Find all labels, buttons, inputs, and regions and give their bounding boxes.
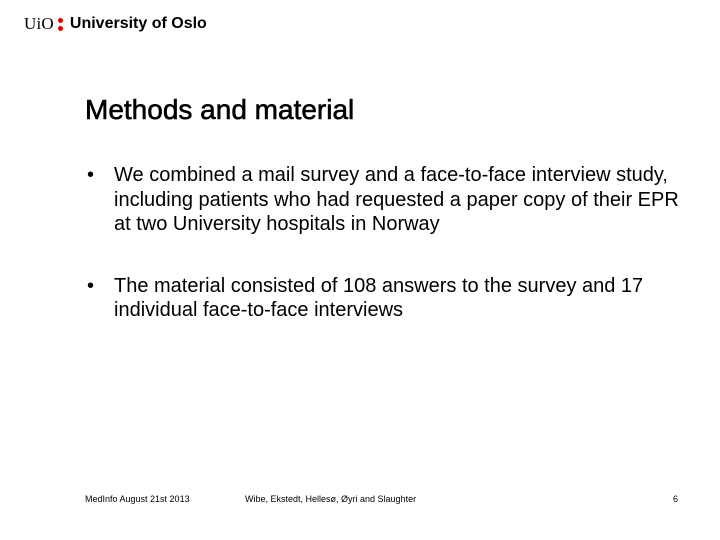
- bullet-text: We combined a mail survey and a face-to-face interview study, including patients who had requested a paper copy of their EPR at two University hospitals in Norway: [114, 164, 679, 235]
- footer-event: MedInfo August 21st 2013: [85, 494, 190, 504]
- footer-authors: Wibe, Ekstedt, Hellesø, Øyri and Slaughter: [245, 494, 417, 504]
- logo-colon-icon: [58, 18, 63, 31]
- bullet-text: The material consisted of 108 answers to the survey and 17 individual face-to-face interviews: [114, 274, 644, 321]
- slide-title: Methods and material: [85, 94, 355, 125]
- bullet-dot-icon: •: [87, 274, 95, 297]
- logo-university-name: University of Oslo: [69, 15, 207, 32]
- page-number: 6: [672, 494, 678, 504]
- bullet-item: [87, 163, 687, 237]
- bullet-list: [87, 163, 687, 323]
- university-logo: [24, 13, 207, 35]
- bullet-item: [87, 274, 687, 323]
- bullet-dot-icon: •: [87, 164, 95, 186]
- logo-short-name: UiO: [24, 14, 54, 33]
